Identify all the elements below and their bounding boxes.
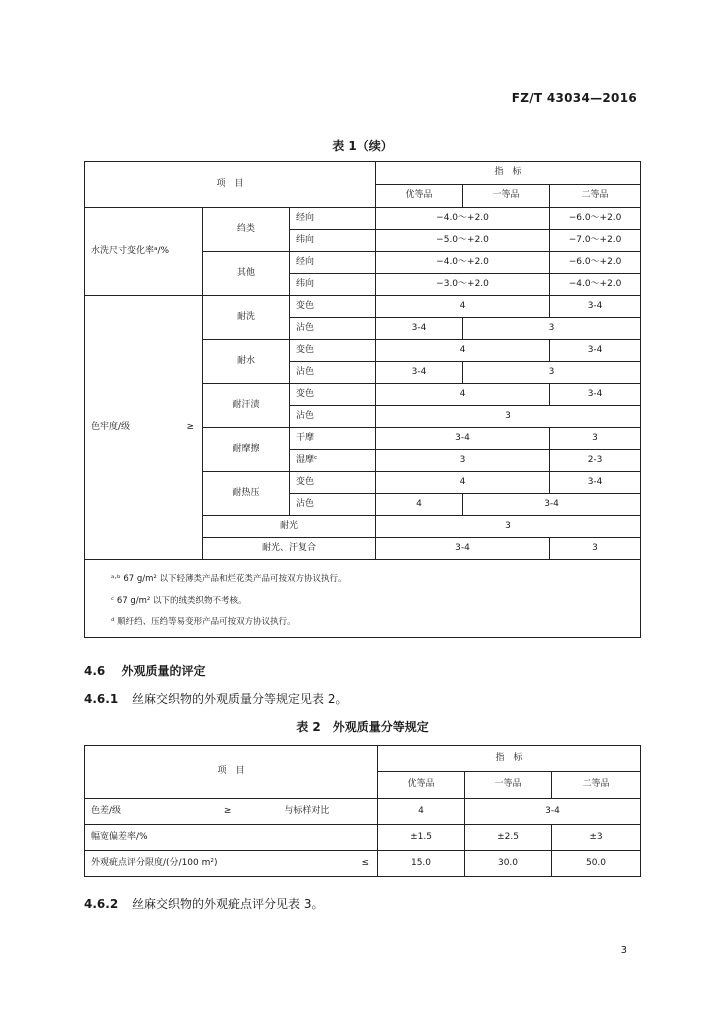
color-diff-ge: ≥ xyxy=(223,805,232,816)
color-diff-g1: 4 xyxy=(378,799,465,825)
weft-label: 纬向 xyxy=(290,230,376,252)
page-number: 3 xyxy=(620,945,627,956)
defect-limit-g1: 15.0 xyxy=(378,851,465,877)
clause-4-6-2 xyxy=(84,895,323,912)
note-d: ᵈ 顺纡绉、压绉等易变形产品可按双方协议执行。 xyxy=(111,617,296,627)
silk-weft-value: −5.0～+2.0 xyxy=(376,230,550,252)
hot-change-value: 4 xyxy=(376,472,550,494)
silk-warp-value: −4.0～+2.0 xyxy=(376,208,550,230)
sweat-change-g3: 3-4 xyxy=(550,384,641,406)
section-4-6 xyxy=(84,662,205,679)
rub-label: 耐摩擦 xyxy=(203,428,290,472)
sweat-label: 耐汗渍 xyxy=(203,384,290,428)
sweat-change-value: 4 xyxy=(376,384,550,406)
light-sweat-g3: 3 xyxy=(550,538,641,560)
wash-stain-value: 3 xyxy=(463,318,641,340)
light-label: 耐光 xyxy=(203,516,376,538)
light-value: 3 xyxy=(376,516,641,538)
wet-rub-label: 湿摩ᶜ xyxy=(290,450,376,472)
t1-header-grade2: 一等品 xyxy=(463,185,550,208)
shrink-silk-label: 绉类 xyxy=(203,208,290,252)
t2-header-item: 项 目 xyxy=(85,746,378,799)
width-dev-g1: ±1.5 xyxy=(378,825,465,851)
stain-label: 沾色 xyxy=(290,318,376,340)
hot-stain-g1: 4 xyxy=(376,494,463,516)
note-ab: ᵃ·ᵇ 67 g/m² 以下轻薄类产品和烂花类产品可按双方协议执行。 xyxy=(111,574,347,584)
hot-stain-value: 3-4 xyxy=(463,494,641,516)
color-diff-label: 色差/级 xyxy=(91,805,122,816)
clause-text: 丝麻交织物的外观疵点评分见表 3。 xyxy=(132,897,324,911)
fastness-label-text: 色牢度/级 xyxy=(91,421,131,432)
water-stain-value: 3 xyxy=(463,362,641,384)
hot-change-g3: 3-4 xyxy=(550,472,641,494)
other-weft-g3: −4.0～+2.0 xyxy=(550,274,641,296)
rub-dry-g3: 3 xyxy=(550,428,641,450)
t2-header-grade2: 一等品 xyxy=(465,772,552,799)
water-change-g3: 3-4 xyxy=(550,340,641,362)
section-title: 外观质量的评定 xyxy=(121,664,206,678)
table2-caption: 表 2 外观质量分等规定 xyxy=(296,720,429,734)
standard-number: FZ/T 43034—2016 xyxy=(511,91,637,105)
table1-caption: 表 1（续） xyxy=(332,139,393,153)
defect-limit-g2: 30.0 xyxy=(465,851,552,877)
width-dev-label: 幅宽偏差率/% xyxy=(85,825,378,851)
water-change-value: 4 xyxy=(376,340,550,362)
other-weft-value: −3.0～+2.0 xyxy=(376,274,550,296)
t2-header-grade1: 优等品 xyxy=(378,772,465,799)
rub-wet-g3: 2-3 xyxy=(550,450,641,472)
table2 xyxy=(84,745,641,877)
change-label: 变色 xyxy=(290,384,376,406)
silk-weft-g3: −7.0～+2.0 xyxy=(550,230,641,252)
change-label: 变色 xyxy=(290,296,376,318)
fastness-ge-sign: ≥ xyxy=(186,421,194,432)
fastness-label xyxy=(85,296,203,560)
section-number: 4.6 xyxy=(84,664,106,678)
dry-rub-label: 干摩 xyxy=(290,428,376,450)
defect-limit-le: ≤ xyxy=(361,857,369,868)
silk-warp-g3: −6.0～+2.0 xyxy=(550,208,641,230)
light-sweat-value: 3-4 xyxy=(376,538,550,560)
clause-text: 丝麻交织物的外观质量分等规定见表 2。 xyxy=(132,692,348,706)
t2-header-grade3: 二等品 xyxy=(552,772,641,799)
t1-header-index: 指 标 xyxy=(376,162,641,185)
color-diff-row-label xyxy=(85,799,378,825)
shrinkage-label: 水洗尺寸变化率ᵃ/% xyxy=(85,208,203,296)
hot-press-label: 耐热压 xyxy=(203,472,290,516)
note-c: ᶜ 67 g/m² 以下的绒类织物不考核。 xyxy=(111,595,247,606)
table1-notes xyxy=(111,575,347,640)
defect-limit-g3: 50.0 xyxy=(552,851,641,877)
clause-4-6-1 xyxy=(84,690,347,707)
clause-number: 4.6.1 xyxy=(84,692,119,706)
shrink-other-label: 其他 xyxy=(203,252,290,296)
sweat-stain-value: 3 xyxy=(376,406,641,428)
defect-limit-row-label xyxy=(85,851,378,877)
stain-label: 沾色 xyxy=(290,494,376,516)
wash-stain-g1: 3-4 xyxy=(376,318,463,340)
t2-header-index: 指 标 xyxy=(378,746,641,772)
wash-change-value: 4 xyxy=(376,296,550,318)
t1-header-grade1: 优等品 xyxy=(376,185,463,208)
change-label: 变色 xyxy=(290,340,376,362)
change-label: 变色 xyxy=(290,472,376,494)
water-label: 耐水 xyxy=(203,340,290,384)
table1 xyxy=(84,161,641,638)
warp-label: 经向 xyxy=(290,252,376,274)
rub-dry-value: 3-4 xyxy=(376,428,550,450)
clause-number: 4.6.2 xyxy=(84,897,119,911)
defect-limit-label: 外观疵点评分限度/(分/100 m²) xyxy=(91,857,218,868)
t1-header-grade3: 二等品 xyxy=(550,185,641,208)
warp-label: 经向 xyxy=(290,208,376,230)
rub-wet-value: 3 xyxy=(376,450,550,472)
water-stain-g1: 3-4 xyxy=(376,362,463,384)
other-warp-value: −4.0～+2.0 xyxy=(376,252,550,274)
wash-change-g3: 3-4 xyxy=(550,296,641,318)
compare-with-standard: 与标样对比 xyxy=(284,805,330,816)
other-warp-g3: −6.0～+2.0 xyxy=(550,252,641,274)
width-dev-g2: ±2.5 xyxy=(465,825,552,851)
light-sweat-label: 耐光、汗复合 xyxy=(203,538,376,560)
stain-label: 沾色 xyxy=(290,406,376,428)
t1-header-item: 项 目 xyxy=(85,162,376,208)
color-diff-g23: 3-4 xyxy=(465,799,641,825)
wash-label: 耐洗 xyxy=(203,296,290,340)
width-dev-g3: ±3 xyxy=(552,825,641,851)
stain-label: 沾色 xyxy=(290,362,376,384)
weft-label: 纬向 xyxy=(290,274,376,296)
